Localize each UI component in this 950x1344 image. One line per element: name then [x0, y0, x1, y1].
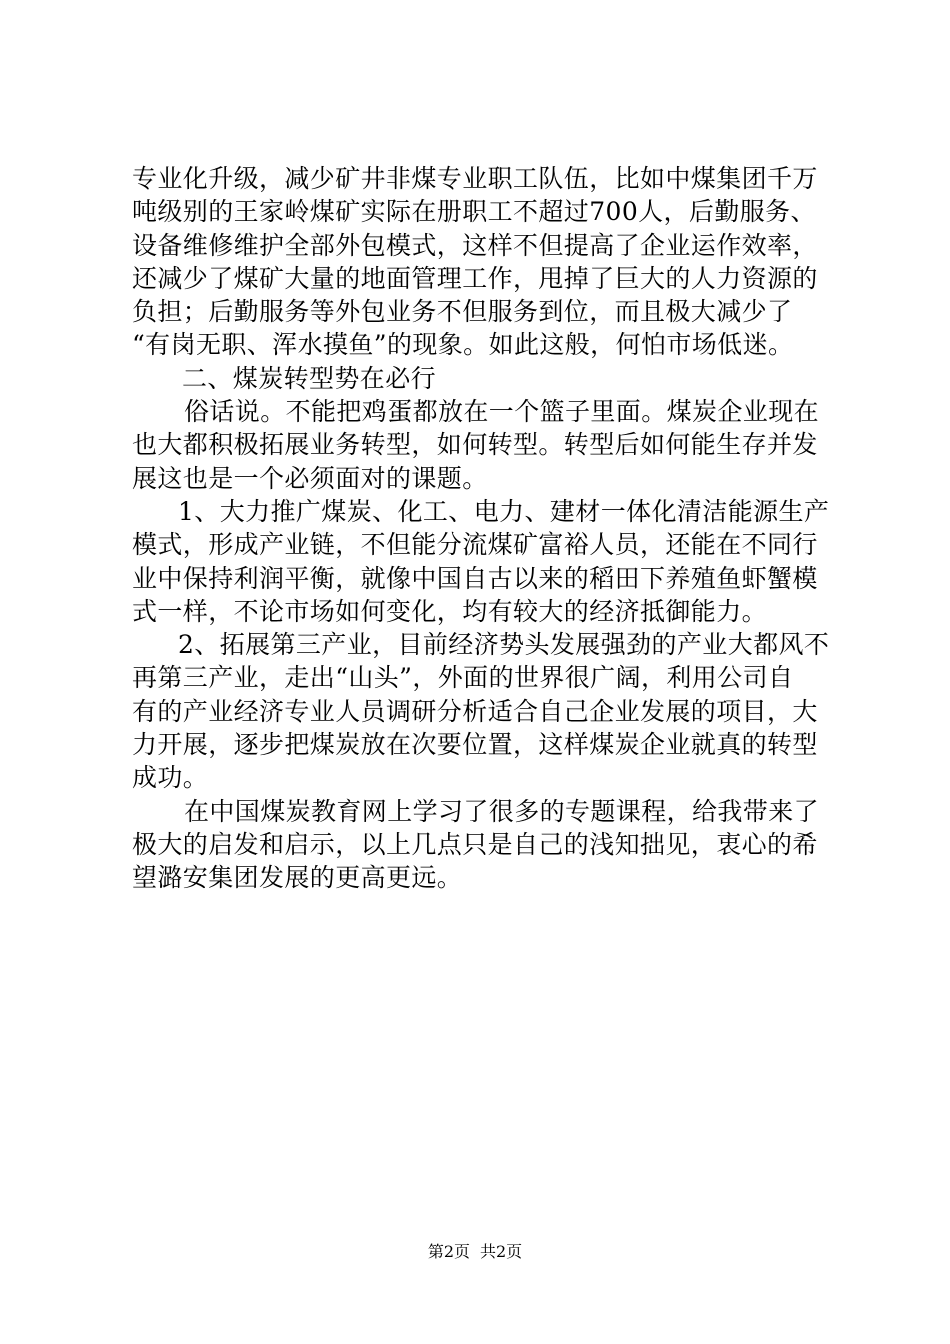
paragraph-line: 设备维修维护全部外包模式，这样不但提高了企业运作效率，: [132, 230, 818, 260]
list-item-line: 式一样，不论市场如何变化，均有较大的经济抵御能力。: [132, 596, 768, 626]
page-footer: [0, 1242, 950, 1262]
list-item-line: 有的产业经济专业人员调研分析适合自己企业发展的项目，大: [132, 696, 818, 726]
list-item-line: 再第三产业，走出“山头”，外面的世界很广阔，利用公司自: [132, 663, 794, 693]
list-item-line: 业中保持利润平衡，就像中国自古以来的稻田下养殖鱼虾蟹模: [132, 563, 818, 593]
list-item-line: 1、大力推广煤炭、化工、电力、建材一体化清洁能源生产: [178, 496, 830, 526]
document-body: [132, 162, 830, 895]
paragraph-line: 望潞安集团发展的更高更远。: [132, 863, 463, 893]
list-item-line: 2、拓展第三产业，目前经济势头发展强劲的产业大都风不: [178, 630, 830, 660]
list-item-line: 力开展，逐步把煤炭放在次要位置，这样煤炭企业就真的转型: [132, 730, 818, 760]
paragraph-line: “有岗无职、浑水摸鱼”的现象。如此这般，何怕市场低迷。: [132, 330, 794, 360]
paragraph-line: 还减少了煤矿大量的地面管理工作，甩掉了巨大的人力资源的: [132, 263, 818, 293]
section-heading: 二、煤炭转型势在必行: [182, 363, 437, 393]
paragraph-line: 专业化升级，减少矿井非煤专业职工队伍，比如中煤集团千万: [132, 164, 818, 193]
paragraph-line: 吨级别的王家岭煤矿实际在册职工不超过700人，后勤服务、: [132, 197, 816, 227]
paragraph-line: 展这也是一个必须面对的课题。: [132, 463, 488, 493]
paragraph-line: 也大都积极拓展业务转型，如何转型。转型后如何能生存并发: [132, 430, 818, 460]
list-item-line: 成功。: [132, 763, 209, 793]
paragraph-line: 俗话说。不能把鸡蛋都放在一个篮子里面。煤炭企业现在: [184, 397, 820, 427]
page-total: 共2页: [480, 1242, 523, 1261]
paragraph-line: 负担；后勤服务等外包业务不但服务到位，而且极大减少了: [132, 297, 793, 327]
list-item-line: 模式，形成产业链，不但能分流煤矿富裕人员，还能在不同行: [132, 530, 818, 560]
paragraph-line: 极大的启发和启示，以上几点只是自己的浅知拙见，衷心的希: [132, 829, 818, 859]
paragraph-line: 在中国煤炭教育网上学习了很多的专题课程，给我带来了: [184, 796, 820, 826]
page-number: 第2页: [427, 1242, 470, 1261]
